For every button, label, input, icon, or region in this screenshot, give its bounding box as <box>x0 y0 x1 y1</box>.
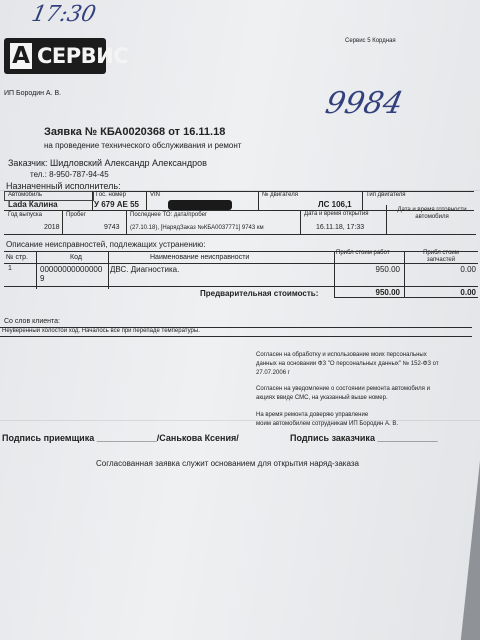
footer-note: Согласованная заявка служит основанием для открытия наряд-заказа <box>96 459 359 468</box>
document-subtitle: на проведение технического обслуживания и ремонт <box>44 141 242 150</box>
last-to-value: (27.10.18), [НарядЗаказ №КБА0037771] 9743 км <box>130 225 264 231</box>
row-parts-cost: 0.00 <box>460 265 476 274</box>
divider <box>4 251 478 252</box>
col-number-header: № стр. <box>6 254 28 261</box>
divider <box>0 336 472 337</box>
consent-trust-1: На время ремонта доверяю управление <box>256 412 369 418</box>
last-to-header: Последнее ТО: дата/пробег <box>130 212 208 218</box>
col-parts-header: Прибл стоим запчастей <box>423 250 459 263</box>
total-work-cost: 950.00 <box>375 288 400 297</box>
customer-signature: Подпись заказчика ____________ <box>290 433 438 443</box>
company-owner: ИП Бородин А. В. <box>4 90 62 97</box>
divider <box>108 251 109 289</box>
divider <box>334 251 335 297</box>
divider <box>334 297 478 298</box>
document-title: Заявка № КБА0020368 от 16.11.18 <box>44 126 226 138</box>
ready-time-header: Дата и время готовности автомобиля <box>397 207 467 220</box>
total-label: Предварительная стоимость: <box>200 289 319 298</box>
handwritten-time: 17:30 <box>29 2 99 27</box>
mileage-header: Пробег <box>66 212 86 218</box>
consent-personal-data-1: Согласен на обработку и использование моих персональных <box>256 352 427 358</box>
receiver-signature: Подпись приемщика ____________/Санькова Ксения/ <box>2 433 239 443</box>
col-work-header: Прибл стоим работ <box>336 250 390 256</box>
engine-type-header: Тип двигателя <box>366 192 406 198</box>
car-model: Lada Калина <box>8 200 58 209</box>
divider <box>126 211 127 235</box>
divider <box>92 191 93 211</box>
handwritten-number: 9984 <box>322 86 407 121</box>
vin-redaction <box>168 200 232 210</box>
vin-header: VIN <box>150 192 161 198</box>
plate-number: У 679 АЕ 55 <box>94 200 140 209</box>
total-parts-cost: 0.00 <box>460 288 476 297</box>
divider <box>386 205 387 235</box>
row-name: ДВС. Диагностика. <box>110 265 180 274</box>
consent-sms-1: Согласен на уведомление о состоянии ремонта автомобиля и <box>256 386 430 392</box>
logo-letter: А <box>10 43 32 69</box>
divider <box>4 234 476 235</box>
logo-word: СЕРВИС <box>37 44 129 68</box>
consent-personal-data-3: 27.07.2006 г <box>256 370 290 376</box>
executor-label: Назначенный исполнитель: <box>6 181 121 191</box>
row-work-cost: 950.00 <box>375 265 400 274</box>
car-header: Автомобиль <box>8 192 42 198</box>
year-value: 2018 <box>44 224 60 231</box>
row-number: 1 <box>8 265 12 272</box>
divider <box>62 211 63 235</box>
client-words-text: Неуверенный холостой ход. Началось все при перепаде температуры. <box>2 328 200 334</box>
customer-name: Заказчик: Шидловский Александр Александров <box>8 158 207 168</box>
divider <box>362 191 363 211</box>
company-logo <box>4 38 129 74</box>
row-code: 000000000000009 <box>40 265 103 283</box>
col-name-header: Наименование неисправности <box>150 254 250 261</box>
consent-personal-data-2: данных на основании ФЗ "О персональных данных" № 152-ФЗ от <box>256 361 439 367</box>
divider <box>4 286 478 287</box>
client-words-label: Со слов клиента: <box>4 318 60 325</box>
customer-phone: тел.: 8-950-787-94-45 <box>30 170 109 179</box>
plate-header: Гос. номер <box>96 192 126 198</box>
consent-trust-2: моим автомобилем сотрудникам ИП Бородин А. В. <box>256 421 398 427</box>
paper-fold <box>0 420 480 421</box>
col-code-header: Код <box>70 254 82 261</box>
open-time-value: 16.11.18, 17:33 <box>316 224 365 231</box>
divider <box>258 191 259 211</box>
divider <box>300 211 301 235</box>
mileage-value: 9743 <box>104 224 120 231</box>
divider <box>4 263 478 264</box>
divider <box>36 251 37 289</box>
faults-label: Описание неисправностей, подлежащих устранению: <box>6 240 206 249</box>
divider <box>404 251 405 297</box>
year-header: Год выпуска <box>8 212 42 218</box>
engine-number: ЛС 106,1 <box>318 200 352 209</box>
open-time-header: Дата и время открытия <box>304 211 369 217</box>
service-station-name: Сервис 5 Кордная <box>345 38 396 44</box>
consent-sms-2: акциях ввиде СМС, на указанный выше номер. <box>256 395 388 401</box>
engine-no-header: № двигателя <box>262 192 298 198</box>
divider <box>146 191 147 211</box>
